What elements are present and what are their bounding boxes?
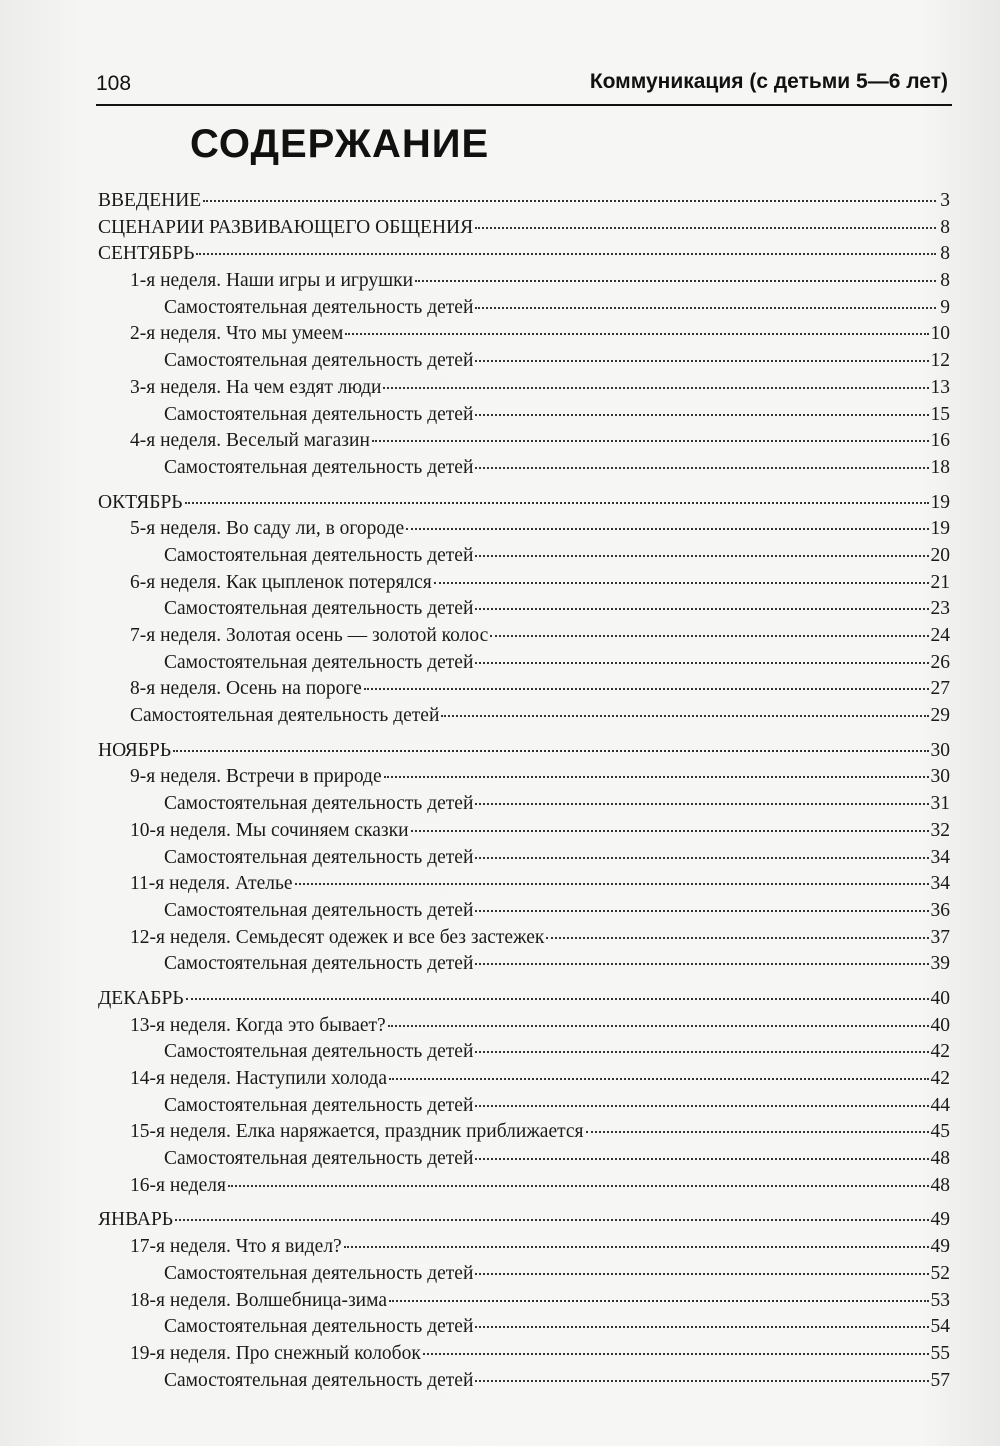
toc-subitem	[98, 650, 950, 677]
toc-week	[98, 818, 950, 845]
toc-entry-label: 17-я неделя. Что я видел?	[130, 1236, 342, 1258]
dot-leader	[186, 997, 929, 1000]
toc-entry-page: 26	[930, 651, 950, 673]
toc-entry-page: 3	[940, 190, 950, 211]
toc-entry-label: 18-я неделя. Волшебница-зима	[130, 1289, 387, 1311]
toc-entry-label: 5-я неделя. Во саду ли, в огороде	[130, 518, 405, 540]
toc-entry-label: Самостоятельная деятельность детей	[164, 953, 474, 975]
toc-entry-label: Самостоятельная деятельность детей	[164, 544, 474, 566]
toc-week	[98, 623, 950, 650]
toc-entry-page: 53	[930, 1289, 950, 1311]
dot-leader	[295, 882, 929, 885]
toc-entry-page: 42	[930, 1041, 950, 1063]
toc-entry-page: 8	[940, 243, 950, 265]
toc-subitem	[98, 596, 950, 623]
toc-entry-page: 8	[940, 270, 950, 292]
toc-week	[98, 570, 950, 597]
toc-entry-label: Самостоятельная деятельность детей	[164, 1041, 474, 1063]
dot-leader	[383, 386, 928, 389]
dot-leader	[475, 802, 928, 805]
toc-entry-page: 44	[930, 1094, 950, 1116]
toc-entry-page: 30	[930, 739, 950, 761]
toc-entry-label: 12-я неделя. Семьдесят одежек и все без застежек	[130, 926, 545, 948]
dot-leader	[173, 749, 928, 752]
dot-leader	[434, 581, 929, 584]
toc-entry-page: 32	[930, 819, 950, 841]
dot-leader	[490, 634, 928, 637]
toc-week	[98, 268, 950, 295]
toc-entry-label: Самостоятельная деятельность детей	[164, 1148, 474, 1170]
dot-leader	[372, 439, 929, 442]
toc-entry-label: Самостоятельная деятельность детей	[164, 456, 474, 478]
toc-entry-page: 9	[940, 296, 950, 318]
toc-entry-page: 8	[940, 216, 950, 238]
dot-leader	[423, 1352, 929, 1355]
toc-subitem	[98, 1368, 950, 1395]
dot-leader	[388, 1024, 929, 1027]
toc-subitem	[98, 791, 950, 818]
toc-entry-label: 2-я неделя. Что мы умеем	[130, 323, 344, 345]
toc-entry-label: Самостоятельная деятельность детей	[164, 846, 474, 868]
dot-leader	[586, 1130, 929, 1133]
dot-leader	[364, 687, 929, 690]
toc-entry-page: 40	[930, 987, 950, 1009]
toc-week	[98, 925, 950, 952]
dot-leader	[475, 1272, 928, 1275]
toc-entry-page: 31	[930, 793, 950, 815]
toc-entry-label: ВВЕДЕНИЕ	[98, 190, 202, 211]
toc-entry-page: 10	[930, 323, 950, 345]
toc-entry-label: 13-я неделя. Когда это бывает?	[130, 1014, 386, 1036]
toc-entry-page: 19	[930, 518, 950, 540]
dot-leader	[475, 466, 928, 469]
toc-entry-label: Самостоятельная деятельность детей	[164, 350, 474, 372]
running-title: Коммуникация (с детьми 5—6 лет)	[589, 70, 948, 93]
dot-leader	[196, 252, 936, 255]
toc-entry-page: 13	[930, 376, 950, 398]
dot-leader	[344, 1245, 929, 1248]
toc-entry-page: 23	[930, 598, 950, 620]
dot-leader	[546, 936, 928, 939]
toc-entry-label: Самостоятельная деятельность детей	[164, 793, 474, 815]
toc-entry-label: Самостоятельная деятельность детей	[164, 1369, 474, 1391]
dot-leader	[411, 829, 929, 832]
toc-entry-page: 36	[930, 899, 950, 921]
toc-week	[98, 676, 950, 703]
toc-subitem	[98, 348, 950, 375]
toc-entry-label: СЕНТЯБРЬ	[98, 243, 195, 265]
toc-entry-page: 24	[930, 625, 950, 646]
toc-subitem	[98, 543, 950, 570]
dot-leader	[475, 909, 928, 912]
dot-leader	[475, 1325, 928, 1328]
toc-entry-label: ОКТЯБРЬ	[98, 491, 183, 513]
dot-leader	[475, 226, 936, 229]
toc-entry-page: 45	[930, 1121, 950, 1143]
toc-subitem	[98, 951, 950, 978]
dot-leader	[475, 413, 928, 416]
toc-entry-page: 16	[930, 430, 950, 452]
toc-section	[98, 490, 950, 517]
table-of-contents	[98, 188, 950, 1394]
toc-week	[98, 1066, 950, 1093]
toc-entry-page: 49	[930, 1236, 950, 1258]
toc-entry-label: 15-я неделя. Елка наряжается, праздник приближается	[130, 1121, 584, 1143]
toc-week	[98, 1341, 950, 1368]
toc-subitem	[98, 845, 950, 872]
page-header	[96, 66, 948, 106]
toc-entry-page: 34	[930, 873, 950, 895]
dot-leader	[475, 359, 928, 362]
toc-section	[98, 986, 950, 1013]
toc-week	[98, 703, 950, 730]
toc-entry-label: ДЕКАБРЬ	[98, 987, 184, 1009]
toc-week	[98, 1013, 950, 1040]
toc-entry-label: 6-я неделя. Как цыпленок потерялся	[130, 571, 432, 593]
toc-entry-page: 55	[930, 1342, 950, 1364]
toc-entry-label: Самостоятельная деятельность детей	[164, 1094, 474, 1116]
toc-week	[98, 1119, 950, 1146]
toc-entry-page: 40	[930, 1014, 950, 1036]
dot-leader	[475, 1379, 928, 1382]
toc-entry-page: 48	[930, 1148, 950, 1170]
toc-entry-page: 30	[930, 766, 950, 788]
toc-entry-label: 19-я неделя. Про снежный колобок	[130, 1342, 421, 1364]
dot-leader	[415, 279, 936, 282]
dot-leader	[475, 856, 928, 859]
dot-leader	[441, 714, 928, 717]
dot-leader	[384, 775, 929, 778]
dot-leader	[475, 1050, 928, 1053]
toc-week	[98, 871, 950, 898]
toc-entry-label: 11-я неделя. Ателье	[130, 873, 293, 895]
section-gap	[98, 730, 950, 738]
toc-entry-label: Самостоятельная деятельность детей	[164, 296, 474, 318]
dot-leader	[475, 607, 928, 610]
toc-subitem	[98, 402, 950, 429]
toc-section	[98, 188, 950, 215]
toc-entry-label: 1-я неделя. Наши игры и игрушки	[130, 270, 414, 292]
toc-entry-page: 57	[930, 1369, 950, 1391]
toc-entry-label: ЯНВАРЬ	[98, 1209, 173, 1231]
dot-leader	[345, 332, 928, 335]
toc-entry-label: НОЯБРЬ	[98, 739, 172, 761]
toc-subitem	[98, 1314, 950, 1341]
toc-section	[98, 738, 950, 765]
toc-week	[98, 321, 950, 348]
dot-leader	[475, 306, 936, 309]
toc-week	[98, 1234, 950, 1261]
toc-entry-label: Самостоятельная деятельность детей	[164, 651, 474, 673]
toc-entry-label: 10-я неделя. Мы сочиняем сказки	[130, 819, 409, 841]
dot-leader	[175, 1218, 929, 1221]
dot-leader	[389, 1299, 929, 1302]
section-gap	[98, 482, 950, 490]
dot-leader	[389, 1077, 928, 1080]
page-title: СОДЕРЖАНИЕ	[190, 122, 490, 166]
dot-leader	[475, 1104, 928, 1107]
toc-week	[98, 764, 950, 791]
toc-week	[98, 1288, 950, 1315]
toc-entry-label: СЦЕНАРИИ РАЗВИВАЮЩЕГО ОБЩЕНИЯ	[98, 216, 474, 238]
toc-entry-page: 20	[930, 544, 950, 566]
toc-subitem	[98, 898, 950, 925]
toc-entry-page: 37	[930, 926, 950, 948]
toc-entry-label: 7-я неделя. Золотая осень — золотой колос	[130, 625, 489, 646]
toc-entry-page: 18	[930, 456, 950, 478]
toc-entry-label: 4-я неделя. Веселый магазин	[130, 430, 370, 452]
toc-subitem	[98, 1093, 950, 1120]
toc-entry-page: 48	[930, 1174, 950, 1196]
dot-leader	[203, 199, 936, 202]
toc-entry-label: Самостоятельная деятельность детей	[164, 899, 474, 921]
header-rule	[96, 104, 952, 106]
toc-entry-page: 12	[930, 350, 950, 372]
dot-leader	[475, 962, 928, 965]
toc-entry-page: 39	[930, 953, 950, 975]
section-gap	[98, 978, 950, 986]
dot-leader	[406, 527, 928, 530]
toc-entry-page: 49	[930, 1209, 950, 1231]
dot-leader	[475, 554, 928, 557]
toc-entry-page: 29	[930, 705, 950, 727]
toc-entry-label: 9-я неделя. Встречи в природе	[130, 766, 382, 788]
toc-section	[98, 1207, 950, 1234]
toc-subitem	[98, 455, 950, 482]
toc-entry-page: 21	[930, 571, 950, 593]
toc-entry-page: 42	[930, 1068, 950, 1089]
toc-week	[98, 1173, 950, 1200]
dot-leader	[475, 1157, 928, 1160]
toc-entry-label: Самостоятельная деятельность детей	[164, 1262, 474, 1284]
page-number: 108	[96, 72, 132, 95]
toc-entry-label: Самостоятельная деятельность детей	[164, 403, 474, 425]
toc-subitem	[98, 1261, 950, 1288]
toc-week	[98, 428, 950, 455]
dot-leader	[185, 501, 929, 504]
toc-subitem	[98, 295, 950, 322]
toc-entry-page: 52	[930, 1262, 950, 1284]
toc-entry-page: 19	[930, 491, 950, 513]
toc-section	[98, 241, 950, 268]
toc-entry-page: 15	[930, 403, 950, 425]
dot-leader	[228, 1184, 929, 1187]
toc-subitem	[98, 1039, 950, 1066]
toc-entry-page: 34	[930, 846, 950, 868]
toc-section	[98, 215, 950, 242]
section-gap	[98, 1199, 950, 1207]
toc-week	[98, 375, 950, 402]
dot-leader	[475, 661, 928, 664]
toc-entry-page: 27	[930, 678, 950, 700]
toc-entry-label: Самостоятельная деятельность детей	[130, 705, 440, 727]
toc-entry-page: 54	[930, 1316, 950, 1338]
toc-entry-label: 16-я неделя	[130, 1174, 226, 1196]
toc-entry-label: Самостоятельная деятельность детей	[164, 1316, 474, 1338]
toc-entry-label: 8-я неделя. Осень на пороге	[130, 678, 362, 700]
toc-entry-label: 3-я неделя. На чем ездят люди	[130, 376, 382, 398]
toc-week	[98, 516, 950, 543]
toc-entry-label: Самостоятельная деятельность детей	[164, 598, 474, 620]
toc-entry-label: 14-я неделя. Наступили холода	[130, 1068, 388, 1089]
toc-subitem	[98, 1146, 950, 1173]
